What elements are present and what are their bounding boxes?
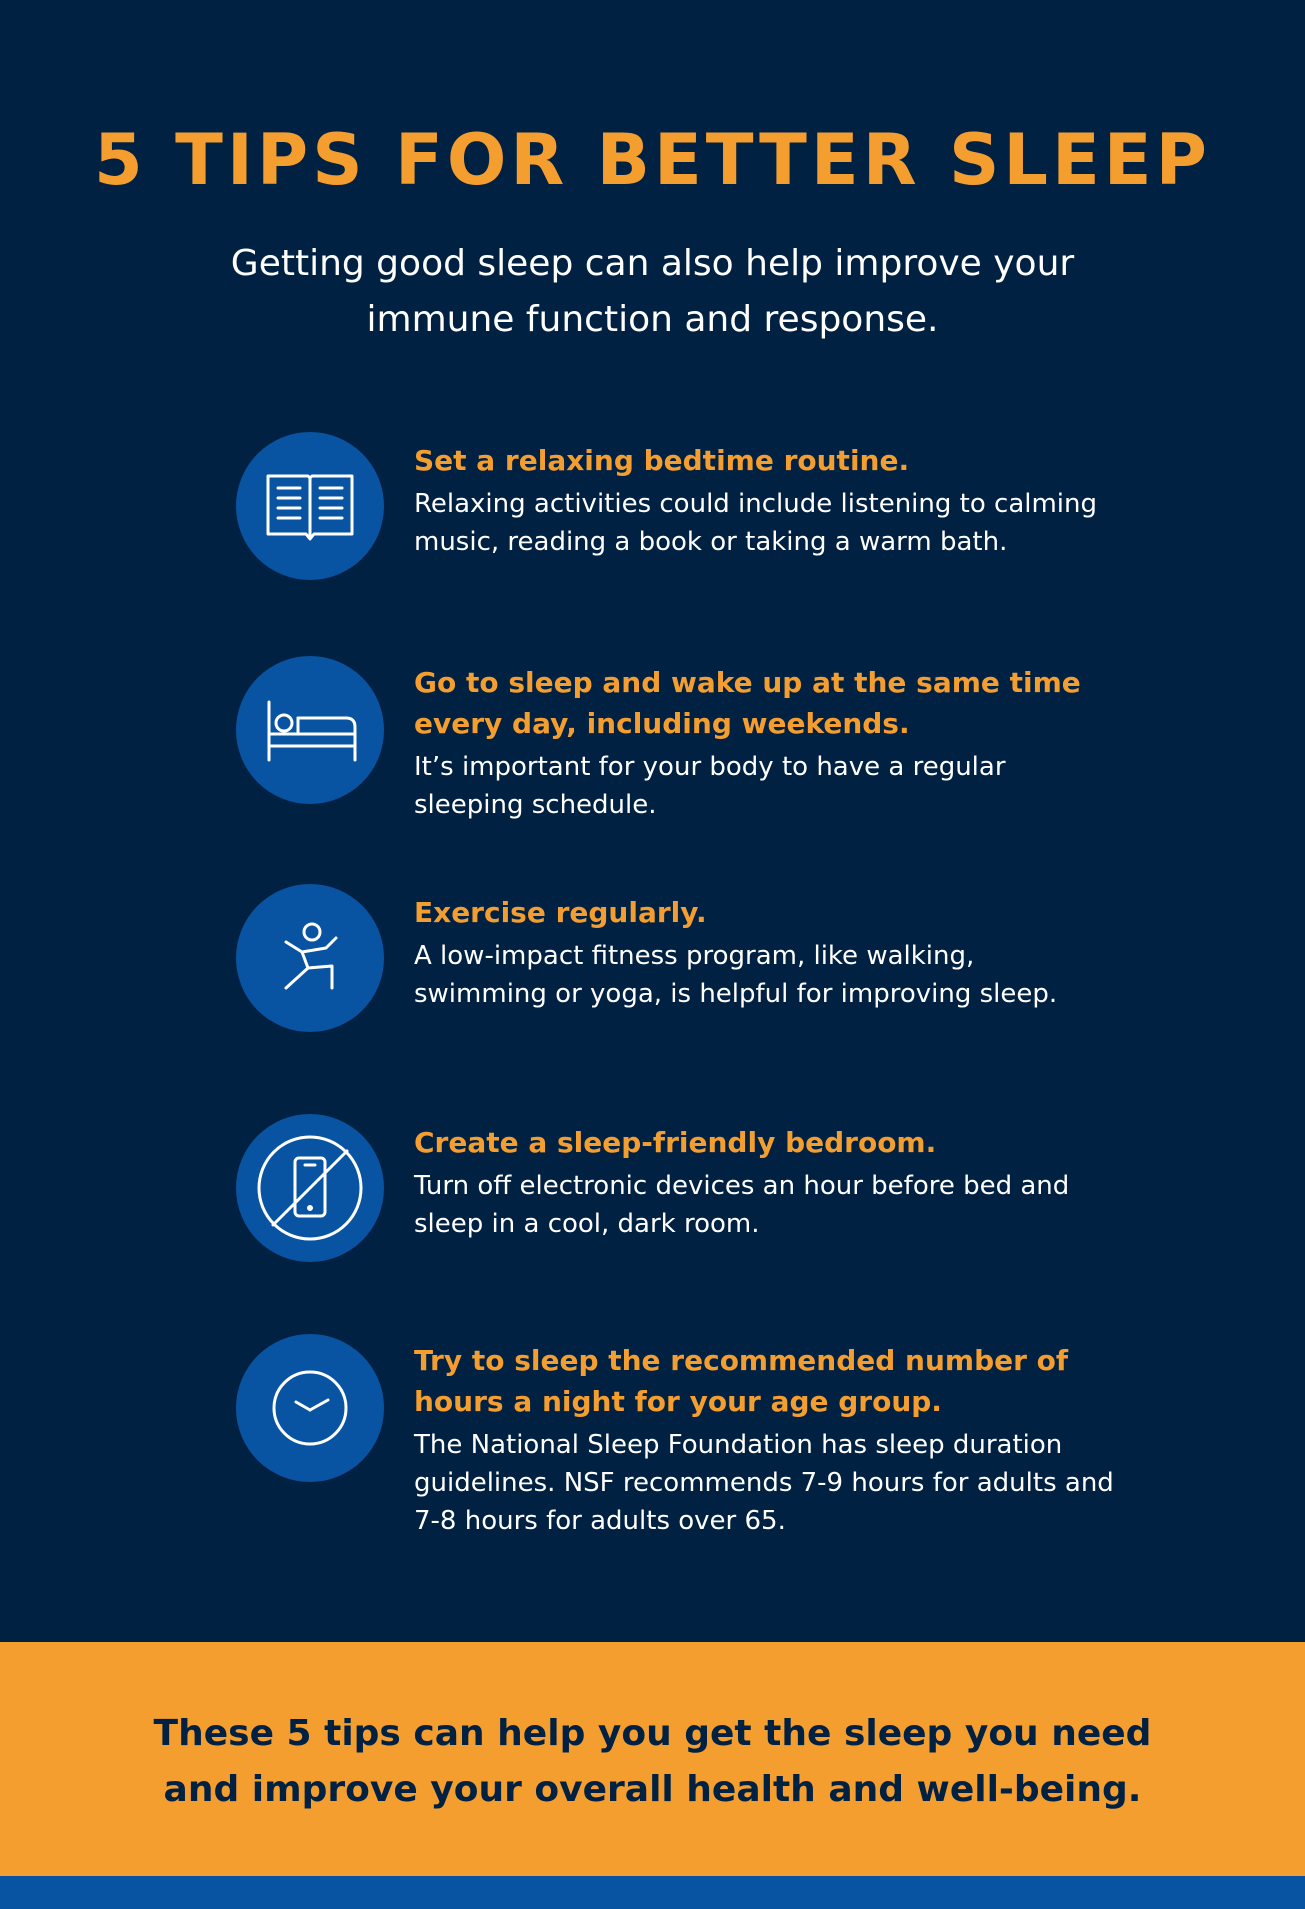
book-icon xyxy=(236,432,384,580)
tip-body: The National Sleep Foundation has sleep duration guidelines. NSF recommends 7-9 hours for adults and 7-8 hours for adults over 65. xyxy=(414,1430,1114,1536)
tip-body: A low-impact fitness program, like walking, swimming or yoga, is helpful for improving sleep. xyxy=(414,941,1058,1009)
summary-banner xyxy=(0,1642,1305,1876)
tip-body: It’s important for your body to have a regular sleeping schedule. xyxy=(414,752,1006,820)
tip-text xyxy=(414,884,1114,1013)
tip-heading: Set a relaxing bedtime routine. xyxy=(414,444,910,477)
exercise-icon xyxy=(236,884,384,1032)
tip-text xyxy=(414,432,1114,561)
footer-stripe xyxy=(0,1876,1305,1909)
tip-text xyxy=(414,656,1114,824)
page-title: 5 TIPS FOR BETTER SLEEP xyxy=(94,119,1211,201)
tip-heading: Go to sleep and wake up at the same time every day, including weekends. xyxy=(414,666,1081,740)
clock-icon xyxy=(236,1334,384,1482)
tip-text xyxy=(414,1334,1114,1540)
tip-body: Relaxing activities could include listening to calming music, reading a book or taking a warm bath. xyxy=(414,489,1098,557)
tip-heading: Try to sleep the recommended number of hours a night for your age group. xyxy=(414,1344,1069,1418)
bed-icon xyxy=(236,656,384,804)
tip-heading: Exercise regularly. xyxy=(414,896,707,929)
tip-body: Turn off electronic devices an hour before bed and sleep in a cool, dark room. xyxy=(414,1171,1070,1239)
summary-text: These 5 tips can help you get the sleep you need and improve your overall health and well-being. xyxy=(153,1713,1152,1810)
page-subtitle: Getting good sleep can also help improve your immune function and response. xyxy=(230,243,1075,340)
tip-text xyxy=(414,1114,1114,1243)
tip-heading: Create a sleep-friendly bedroom. xyxy=(414,1126,937,1159)
no-phone-icon xyxy=(236,1114,384,1262)
